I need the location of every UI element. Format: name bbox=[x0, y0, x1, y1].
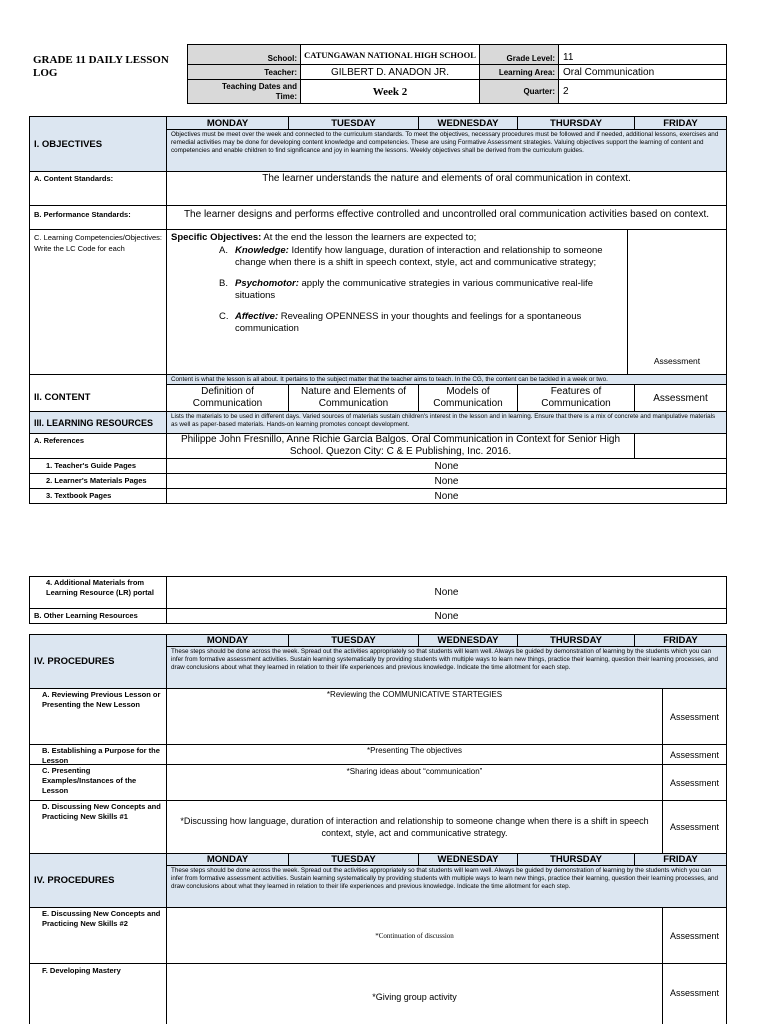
school-value: CATUNGAWAN NATIONAL HIGH SCHOOL bbox=[300, 44, 480, 65]
objective-desc: Revealing OPENNESS in your thoughts and feelings for a spontaneous communication bbox=[235, 310, 582, 334]
procedure-e-assessment: Assessment bbox=[662, 907, 727, 964]
objective-term: Knowledge: bbox=[235, 244, 289, 256]
objective-desc: Identify how language, duration of interaction and relationship to someone change when there is a shift in speech context, style, act and communicative strategy; bbox=[235, 244, 603, 268]
specific-objectives-line bbox=[171, 232, 623, 245]
references-label: A. References bbox=[29, 433, 167, 459]
references-value: Philippe John Fresnillo, Anne Richie Garcia Balgos. Oral Communication in Context for Senior High School. Quezon City: C & E Publishing, Inc. 2016. bbox=[166, 433, 635, 459]
objective-text bbox=[235, 311, 620, 336]
performance-standards-value: The learner designs and performs effective controlled and uncontrolled oral communication activities based on context. bbox=[166, 205, 727, 230]
day-thursday: THURSDAY bbox=[517, 853, 635, 866]
procedures-section bbox=[29, 576, 727, 1024]
procedures-note: These steps should be done across the week. Spread out the activities appropriately so that students will learn well. Always be guided by demonstration of learning by the students which you can infer from formative assessment activities. Sustain learning systematically by providing students with multiple ways to learn new things, practice their learning, question their learning processes, and draw conclusions about what they learned in relation to their life experiences and previous knowledge. Indicate the time allotment for each step. bbox=[166, 646, 727, 689]
procedure-f-value: *Giving group activity bbox=[166, 963, 663, 1024]
resources-note: Lists the materials to be used in different days. Varied sources of materials sustain children's interest in the lesson and in learning. Ensure that there is a mix of concrete and manipulative materials as well as paper-based materials. Hands-on learning promotes concept development. bbox=[166, 411, 727, 434]
grade-label: Grade Level: bbox=[479, 44, 559, 65]
lr-portal-label: 4. Additional Materials from Learning Resource (LR) portal bbox=[29, 576, 167, 609]
content-heading: II. CONTENT bbox=[34, 391, 91, 403]
content-monday: Definition of Communication bbox=[166, 384, 289, 412]
procedure-b-assessment: Assessment bbox=[662, 744, 727, 765]
procedure-e-label: E. Discussing New Concepts and Practicing New Skills #2 bbox=[29, 907, 167, 964]
specific-objectives-cell bbox=[166, 229, 628, 375]
day-thursday: THURSDAY bbox=[517, 634, 635, 647]
specific-objectives-title: Specific Objectives: bbox=[171, 232, 262, 243]
teacher-label: Teacher: bbox=[187, 64, 301, 80]
day-tuesday: TUESDAY bbox=[288, 116, 419, 130]
procedure-c-value: *Sharing ideas about “communication” bbox=[166, 764, 663, 801]
learners-materials-value: None bbox=[166, 473, 727, 489]
day-friday: FRIDAY bbox=[634, 116, 727, 130]
procedures-heading: IV. PROCEDURES bbox=[34, 875, 115, 886]
dates-label: Teaching Dates and Time: bbox=[187, 79, 301, 104]
textbook-label: 3. Textbook Pages bbox=[29, 488, 167, 504]
objective-psychomotor bbox=[219, 278, 623, 303]
objective-knowledge bbox=[219, 245, 623, 270]
day-wednesday: WEDNESDAY bbox=[418, 634, 518, 647]
objective-desc: apply the communicative strategies in various communicative real-life situations bbox=[235, 277, 593, 301]
procedure-d-value: *Discussing how language, duration of interaction and relationship to someone change when there is a shift in speech context, style, act and communicative strategy. bbox=[166, 800, 663, 854]
area-value: Oral Communication bbox=[558, 64, 727, 80]
objective-letter: C. bbox=[219, 310, 229, 322]
header-table bbox=[29, 44, 727, 104]
procedure-d-label: D. Discussing New Concepts and Practicing New Skills #1 bbox=[29, 800, 167, 854]
day-monday: MONDAY bbox=[166, 634, 289, 647]
content-tuesday: Nature and Elements of Communication bbox=[288, 384, 419, 412]
objectives-note: Objectives must be meet over the week and connected to the curriculum standards. To meet the objectives, necessary procedures must be followed and if needed, additional lessons, exercises and remedial activities may be done for developing content knowledge and competencies. These are using Formative Assessment strategies. Valuing objectives support the learning of content and competencies and enable children to find significance and joy in learning the lessons. Weekly objectives shall be derived from the curriculum guides. bbox=[166, 129, 727, 172]
objective-text bbox=[235, 245, 620, 270]
references-friday bbox=[634, 433, 727, 459]
school-label: School: bbox=[187, 44, 301, 65]
objectives-section bbox=[29, 116, 727, 506]
day-tuesday: TUESDAY bbox=[288, 853, 419, 866]
day-thursday: THURSDAY bbox=[517, 116, 635, 130]
day-friday: FRIDAY bbox=[634, 853, 727, 866]
specific-objectives-intro: At the end the lesson the learners are expected to; bbox=[261, 232, 477, 243]
learners-materials-label: 2. Learner's Materials Pages bbox=[29, 473, 167, 489]
procedure-d-assessment: Assessment bbox=[662, 800, 727, 854]
day-monday: MONDAY bbox=[166, 116, 289, 130]
procedure-f-label: F. Developing Mastery bbox=[29, 963, 167, 1024]
day-tuesday: TUESDAY bbox=[288, 634, 419, 647]
procedure-a-value: *Reviewing the COMMUNICATIVE STARTEGIES bbox=[166, 688, 663, 745]
content-note: Content is what the lesson is all about. It pertains to the subject matter that the teacher aims to teach. In the CG, the content can be tackled in a week or two. bbox=[166, 374, 727, 385]
assessment-label: Assessment bbox=[653, 356, 701, 366]
objective-term: Affective: bbox=[235, 310, 279, 322]
content-thursday: Features of Communication bbox=[517, 384, 635, 412]
day-friday: FRIDAY bbox=[634, 634, 727, 647]
other-resources-value: None bbox=[166, 608, 727, 624]
procedures-heading: IV. PROCEDURES bbox=[34, 656, 115, 667]
procedure-b-value: *Presenting The objectives bbox=[166, 744, 663, 765]
teachers-guide-value: None bbox=[166, 458, 727, 474]
quarter-value: 2 bbox=[558, 79, 727, 104]
procedure-b-label: B. Establishing a Purpose for the Lesson bbox=[29, 744, 167, 765]
lr-portal-value: None bbox=[166, 576, 727, 609]
area-label: Learning Area: bbox=[479, 64, 559, 80]
dates-value: Week 2 bbox=[300, 79, 480, 104]
performance-standards-label: B. Performance Standards: bbox=[29, 205, 167, 230]
competencies-label-cell bbox=[29, 229, 167, 375]
procedures-heading-cell bbox=[29, 634, 167, 689]
competencies-label: C. Learning Competencies/Objectives: Write the LC Code for each bbox=[34, 233, 162, 253]
content-standards-label: A. Content Standards: bbox=[29, 171, 167, 206]
objectives-heading-cell bbox=[29, 116, 167, 172]
other-resources-label: B. Other Learning Resources bbox=[29, 608, 167, 624]
objectives-heading: I. OBJECTIVES bbox=[34, 138, 103, 150]
objective-letter: B. bbox=[219, 277, 228, 289]
day-monday: MONDAY bbox=[166, 853, 289, 866]
teachers-guide-label: 1. Teacher's Guide Pages bbox=[29, 458, 167, 474]
procedure-e-value: *Continuation of discussion bbox=[166, 907, 663, 964]
procedures-note-2: These steps should be done across the week. Spread out the activities appropriately so that students will learn well. Always be guided by demonstration of learning by the students which you can infer from formative assessment activities. Sustain learning systematically by providing students with multiple ways to learn new things, practice their learning, question their learning processes, and draw conclusions about what they learned in relation to their life experiences and previous knowledge. Indicate the time allotment for each step. bbox=[166, 865, 727, 908]
content-wednesday: Models of Communication bbox=[418, 384, 518, 412]
quarter-label: Quarter: bbox=[479, 79, 559, 104]
procedure-f-assessment: Assessment bbox=[662, 963, 727, 1024]
log-title: GRADE 11 DAILY LESSON LOG bbox=[33, 54, 169, 79]
teacher-value: GILBERT D. ANADON JR. bbox=[300, 64, 480, 80]
objective-affective bbox=[219, 311, 623, 336]
content-friday: Assessment bbox=[634, 384, 727, 412]
resources-heading-cell bbox=[29, 411, 167, 434]
content-heading-cell bbox=[29, 374, 167, 412]
objective-letter: A. bbox=[219, 244, 228, 256]
day-wednesday: WEDNESDAY bbox=[418, 116, 518, 130]
content-standards-value: The learner understands the nature and elements of oral communication in context. bbox=[166, 171, 727, 206]
procedures-heading-cell-2 bbox=[29, 853, 167, 908]
objective-term: Psychomotor: bbox=[235, 277, 299, 289]
procedure-c-assessment: Assessment bbox=[662, 764, 727, 801]
resources-heading: III. LEARNING RESOURCES bbox=[34, 417, 154, 428]
procedure-a-label: A. Reviewing Previous Lesson or Presenting the New Lesson bbox=[29, 688, 167, 745]
friday-assessment-cell bbox=[627, 229, 727, 375]
procedure-c-label: C. Presenting Examples/Instances of the Lesson bbox=[29, 764, 167, 801]
grade-value: 11 bbox=[558, 44, 727, 65]
procedure-a-assessment: Assessment bbox=[662, 688, 727, 745]
day-wednesday: WEDNESDAY bbox=[418, 853, 518, 866]
objective-text bbox=[235, 278, 620, 303]
textbook-value: None bbox=[166, 488, 727, 504]
